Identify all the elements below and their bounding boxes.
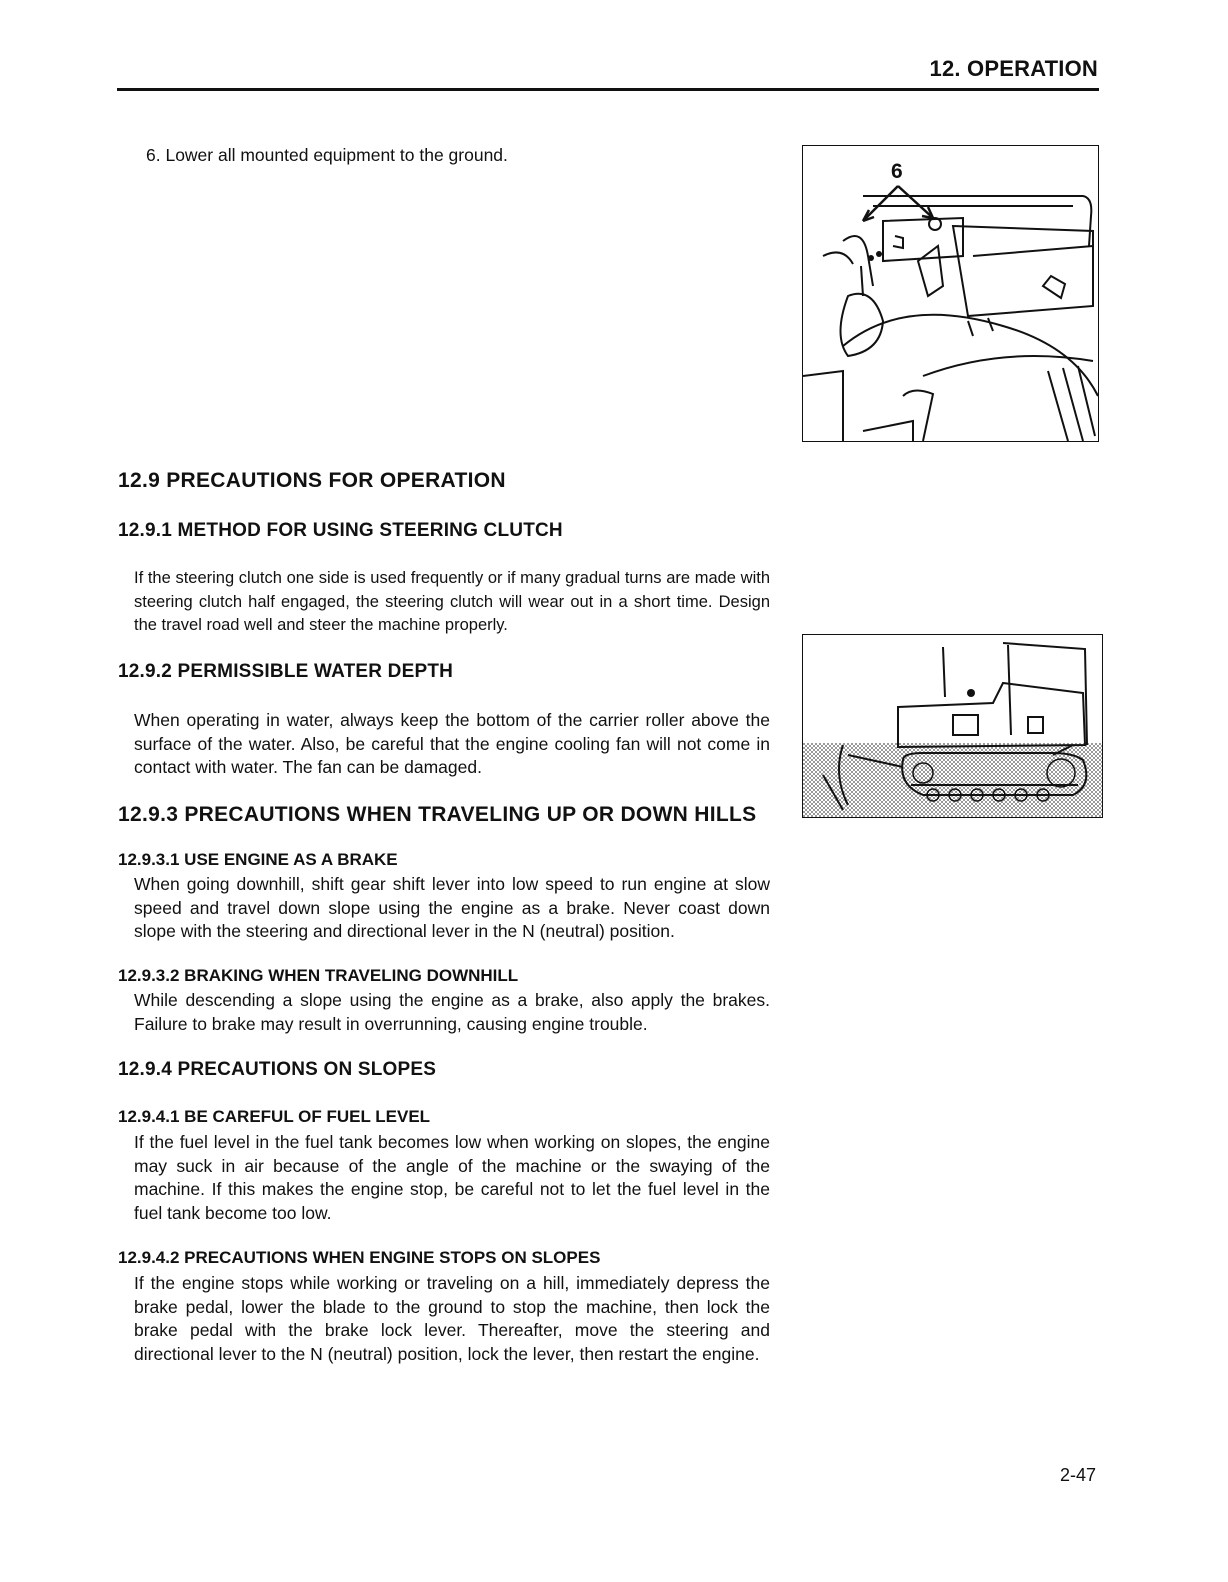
- bulldozer-water-illustration: [803, 635, 1102, 817]
- section-12-9-3-heading: 12.9.3 PRECAUTIONS WHEN TRAVELING UP OR DOWN HILLS: [118, 803, 757, 826]
- section-12-9-3-2-body: While descending a slope using the engine as a brake, also apply the brakes. Failure to brake may result in overrunning, causing engine trouble.: [134, 990, 770, 1034]
- section-12-9-1-heading: 12.9.1 METHOD FOR USING STEERING CLUTCH: [118, 520, 563, 541]
- section-12-9-4-2-heading: 12.9.4.2 PRECAUTIONS WHEN ENGINE STOPS ON SLOPES: [118, 1248, 601, 1267]
- control-levers-illustration: [803, 146, 1098, 441]
- figure-water-depth: [802, 634, 1103, 818]
- step-6-text: 6. Lower all mounted equipment to the ground.: [146, 145, 508, 165]
- page-number: 2-47: [1059, 1465, 1096, 1485]
- section-12-9-1-body: If the steering clutch one side is used frequently or if many gradual turns are made with steering clutch half engaged, the steering clutch will wear out in a short time. Design the travel road well and steer the machine properly.: [134, 569, 770, 634]
- figure-callout-6: 6: [891, 160, 903, 183]
- figure-control-levers: [802, 145, 1099, 442]
- header-rule: [117, 88, 1099, 91]
- section-12-9-3-2-heading: 12.9.3.2 BRAKING WHEN TRAVELING DOWNHILL: [118, 966, 519, 985]
- page-header-title: 12. OPERATION: [929, 56, 1098, 81]
- section-12-9-3-1-heading: 12.9.3.1 USE ENGINE AS A BRAKE: [118, 850, 398, 869]
- section-12-9-4-2-body: If the engine stops while working or traveling on a hill, immediately depress the brake pedal, lower the blade to the ground to stop the machine, then lock the brake pedal with the brake lock lever. Thereafter, move the steering and directional lever to the N (neutral) position, lock the lever, then restart the engine.: [134, 1273, 770, 1364]
- section-12-9-2-body: When operating in water, always keep the bottom of the carrier roller above the surface of the water. Also, be careful that the engine cooling fan will not come in contact with water. The fan can be damaged.: [134, 710, 770, 777]
- section-12-9-2-heading: 12.9.2 PERMISSIBLE WATER DEPTH: [118, 661, 454, 682]
- section-12-9-4-1-body: If the fuel level in the fuel tank becomes low when working on slopes, the engine may suck in air because of the angle of the machine or the swaying of the machine. If this makes the engine stop, be careful not to let the fuel level in the fuel tank become too low.: [134, 1132, 770, 1223]
- section-12-9-4-1-heading: 12.9.4.1 BE CAREFUL OF FUEL LEVEL: [118, 1107, 431, 1126]
- section-12-9-4-heading: 12.9.4 PRECAUTIONS ON SLOPES: [118, 1059, 437, 1080]
- section-12-9-3-1-body: When going downhill, shift gear shift lever into low speed to run engine at slow speed and travel down slope using the engine as a brake. Never coast down slope with the steering and directional lever in the N (neutral) position.: [134, 874, 770, 941]
- section-12-9-heading: 12.9 PRECAUTIONS FOR OPERATION: [118, 469, 506, 492]
